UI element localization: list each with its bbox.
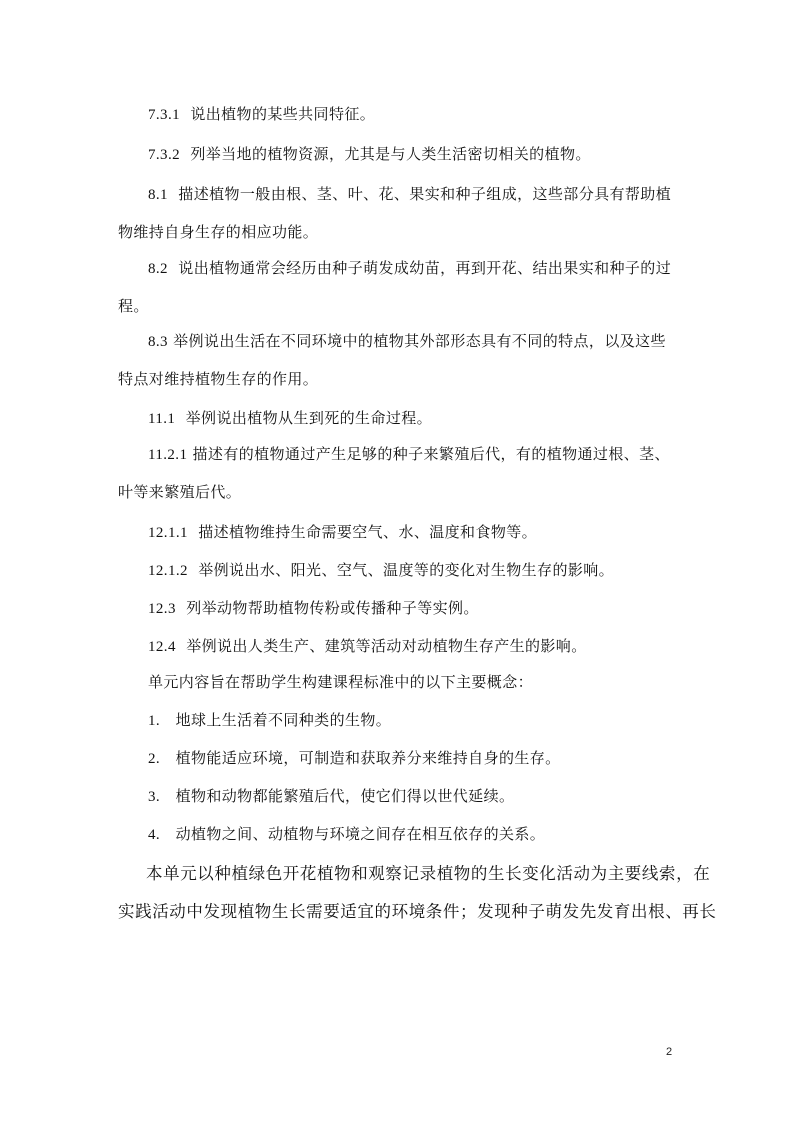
standard-8-1: 8.1 描述植物一般由根、茎、叶、花、果实和种子组成，这些部分具有帮助植物维持自身生存的相应功能。	[118, 185, 672, 241]
standard-12-1-1: 12.1.1 描述植物维持生命需要空气、水、温度和食物等。	[148, 523, 538, 541]
standard-7-3-2: 7.3.2 列举当地的植物资源，尤其是与人类生活密切相关的植物。	[148, 145, 591, 163]
standard-12-3: 12.3 列举动物帮助植物传粉或传播种子等实例。	[148, 599, 479, 617]
standard-11-1: 11.1 举例说出植物从生到死的生命过程。	[148, 409, 433, 427]
summary-line-1: 本单元以种植绿色开花植物和观察记录植物的生长变化活动为主要线索，在	[146, 864, 711, 883]
standard-7-3-1: 7.3.1 说出植物的某些共同特征。	[148, 105, 376, 123]
standard-8-2: 8.2 说出植物通常会经历由种子萌发成幼苗，再到开花、结出果实和种子的过程。	[118, 259, 672, 315]
standard-12-1-2: 12.1.2 举例说出水、阳光、空气、温度等的变化对生物生存的影响。	[148, 561, 615, 579]
standard-11-2-1: 11.2.1 描述有的植物通过产生足够的种子来繁殖后代，有的植物通过根、茎、叶等来繁殖后代。	[118, 445, 670, 501]
standard-12-4: 12.4 举例说出人类生产、建筑等活动对动植物生存产生的影响。	[148, 637, 587, 655]
concept-item: 3. 植物和动物都能繁殖后代，使它们得以世代延续。	[148, 787, 515, 805]
concept-item: 4. 动植物之间、动植物与环境之间存在相互依存的关系。	[148, 825, 546, 843]
concepts-intro: 单元内容旨在帮助学生构建课程标准中的以下主要概念：	[148, 673, 534, 691]
standard-8-3: 8.3 举例说出生活在不同环境中的植物其外部形态具有不同的特点，以及这些特点对维持植物生存的作用。	[118, 332, 666, 388]
summary-line-2: 实践活动中发现植物生长需要适宜的环境条件；发现种子萌发先发育出根、再长	[118, 902, 717, 921]
concept-item: 2. 植物能适应环境，可制造和获取养分来维持自身的生存。	[148, 749, 561, 767]
concept-item: 1. 地球上生活着不同种类的生物。	[148, 711, 392, 729]
page-number: 2	[666, 1046, 673, 1058]
